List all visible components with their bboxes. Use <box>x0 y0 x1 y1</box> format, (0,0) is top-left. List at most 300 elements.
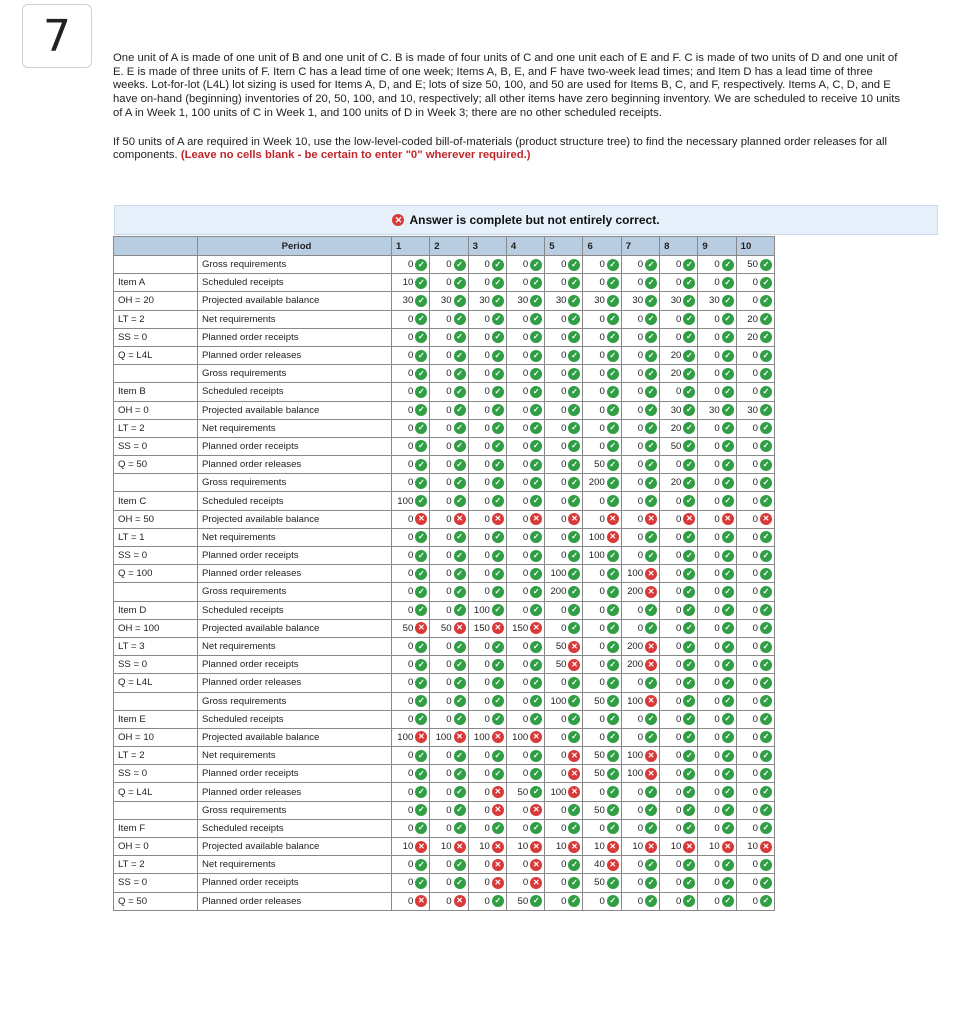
answer-cell[interactable] <box>545 656 583 674</box>
answer-cell[interactable] <box>506 783 544 801</box>
answer-cell[interactable] <box>506 346 544 364</box>
answer-cell[interactable] <box>430 274 468 292</box>
answer-cell[interactable] <box>736 365 774 383</box>
answer-cell[interactable] <box>468 874 506 892</box>
answer-cell[interactable] <box>736 328 774 346</box>
answer-cell[interactable] <box>698 256 736 274</box>
answer-cell[interactable] <box>660 365 698 383</box>
answer-cell[interactable] <box>392 492 430 510</box>
answer-cell[interactable] <box>468 437 506 455</box>
answer-cell[interactable] <box>468 328 506 346</box>
answer-cell[interactable] <box>736 528 774 546</box>
answer-cell[interactable] <box>660 819 698 837</box>
answer-cell[interactable] <box>736 874 774 892</box>
answer-cell[interactable] <box>698 710 736 728</box>
answer-cell[interactable] <box>698 801 736 819</box>
answer-cell[interactable] <box>392 565 430 583</box>
answer-cell[interactable] <box>430 310 468 328</box>
answer-cell[interactable] <box>698 292 736 310</box>
answer-cell[interactable] <box>468 310 506 328</box>
answer-cell[interactable] <box>621 328 659 346</box>
answer-cell[interactable] <box>736 801 774 819</box>
answer-cell[interactable] <box>545 619 583 637</box>
answer-cell[interactable] <box>545 510 583 528</box>
answer-cell[interactable] <box>545 783 583 801</box>
answer-cell[interactable] <box>660 583 698 601</box>
answer-cell[interactable] <box>583 346 621 364</box>
answer-cell[interactable] <box>392 419 430 437</box>
answer-cell[interactable] <box>621 310 659 328</box>
answer-cell[interactable] <box>698 583 736 601</box>
answer-cell[interactable] <box>392 365 430 383</box>
answer-cell[interactable] <box>506 765 544 783</box>
answer-cell[interactable] <box>736 819 774 837</box>
answer-cell[interactable] <box>736 419 774 437</box>
answer-cell[interactable] <box>660 892 698 910</box>
answer-cell[interactable] <box>736 437 774 455</box>
answer-cell[interactable] <box>698 565 736 583</box>
answer-cell[interactable] <box>506 565 544 583</box>
answer-cell[interactable] <box>583 692 621 710</box>
answer-cell[interactable] <box>506 747 544 765</box>
answer-cell[interactable] <box>736 510 774 528</box>
answer-cell[interactable] <box>660 492 698 510</box>
answer-cell[interactable] <box>506 874 544 892</box>
answer-cell[interactable] <box>392 292 430 310</box>
answer-cell[interactable] <box>660 747 698 765</box>
answer-cell[interactable] <box>430 419 468 437</box>
answer-cell[interactable] <box>621 274 659 292</box>
answer-cell[interactable] <box>506 819 544 837</box>
answer-cell[interactable] <box>506 801 544 819</box>
answer-cell[interactable] <box>392 674 430 692</box>
answer-cell[interactable] <box>621 874 659 892</box>
answer-cell[interactable] <box>698 492 736 510</box>
answer-cell[interactable] <box>506 619 544 637</box>
answer-cell[interactable] <box>736 292 774 310</box>
answer-cell[interactable] <box>736 892 774 910</box>
answer-cell[interactable] <box>736 783 774 801</box>
answer-cell[interactable] <box>660 710 698 728</box>
answer-cell[interactable] <box>660 528 698 546</box>
answer-cell[interactable] <box>583 292 621 310</box>
answer-cell[interactable] <box>506 674 544 692</box>
answer-cell[interactable] <box>660 310 698 328</box>
answer-cell[interactable] <box>430 346 468 364</box>
answer-cell[interactable] <box>506 365 544 383</box>
answer-cell[interactable] <box>698 310 736 328</box>
answer-cell[interactable] <box>583 728 621 746</box>
answer-cell[interactable] <box>506 838 544 856</box>
answer-cell[interactable] <box>545 328 583 346</box>
answer-cell[interactable] <box>392 710 430 728</box>
answer-cell[interactable] <box>660 292 698 310</box>
answer-cell[interactable] <box>392 547 430 565</box>
answer-cell[interactable] <box>506 274 544 292</box>
answer-cell[interactable] <box>583 838 621 856</box>
answer-cell[interactable] <box>583 492 621 510</box>
answer-cell[interactable] <box>698 547 736 565</box>
answer-cell[interactable] <box>660 601 698 619</box>
answer-cell[interactable] <box>430 510 468 528</box>
answer-cell[interactable] <box>660 783 698 801</box>
answer-cell[interactable] <box>698 656 736 674</box>
answer-cell[interactable] <box>736 474 774 492</box>
answer-cell[interactable] <box>545 583 583 601</box>
answer-cell[interactable] <box>545 838 583 856</box>
answer-cell[interactable] <box>621 365 659 383</box>
answer-cell[interactable] <box>506 256 544 274</box>
answer-cell[interactable] <box>583 419 621 437</box>
answer-cell[interactable] <box>468 619 506 637</box>
answer-cell[interactable] <box>583 437 621 455</box>
answer-cell[interactable] <box>545 492 583 510</box>
answer-cell[interactable] <box>583 256 621 274</box>
answer-cell[interactable] <box>506 292 544 310</box>
answer-cell[interactable] <box>660 619 698 637</box>
answer-cell[interactable] <box>506 692 544 710</box>
answer-cell[interactable] <box>698 838 736 856</box>
answer-cell[interactable] <box>621 346 659 364</box>
answer-cell[interactable] <box>506 892 544 910</box>
answer-cell[interactable] <box>698 692 736 710</box>
answer-cell[interactable] <box>583 310 621 328</box>
answer-cell[interactable] <box>698 437 736 455</box>
answer-cell[interactable] <box>621 547 659 565</box>
answer-cell[interactable] <box>736 547 774 565</box>
answer-cell[interactable] <box>468 401 506 419</box>
answer-cell[interactable] <box>468 856 506 874</box>
answer-cell[interactable] <box>545 383 583 401</box>
answer-cell[interactable] <box>621 256 659 274</box>
answer-cell[interactable] <box>468 456 506 474</box>
answer-cell[interactable] <box>583 765 621 783</box>
answer-cell[interactable] <box>392 765 430 783</box>
answer-cell[interactable] <box>583 365 621 383</box>
answer-cell[interactable] <box>583 510 621 528</box>
answer-cell[interactable] <box>583 710 621 728</box>
answer-cell[interactable] <box>583 601 621 619</box>
answer-cell[interactable] <box>392 383 430 401</box>
answer-cell[interactable] <box>506 510 544 528</box>
answer-cell[interactable] <box>430 601 468 619</box>
answer-cell[interactable] <box>736 274 774 292</box>
answer-cell[interactable] <box>621 619 659 637</box>
answer-cell[interactable] <box>621 728 659 746</box>
answer-cell[interactable] <box>583 383 621 401</box>
answer-cell[interactable] <box>583 874 621 892</box>
answer-cell[interactable] <box>392 510 430 528</box>
answer-cell[interactable] <box>736 656 774 674</box>
answer-cell[interactable] <box>392 256 430 274</box>
answer-cell[interactable] <box>621 765 659 783</box>
answer-cell[interactable] <box>430 728 468 746</box>
answer-cell[interactable] <box>468 674 506 692</box>
answer-cell[interactable] <box>545 765 583 783</box>
answer-cell[interactable] <box>621 692 659 710</box>
answer-cell[interactable] <box>506 437 544 455</box>
answer-cell[interactable] <box>392 747 430 765</box>
answer-cell[interactable] <box>468 637 506 655</box>
answer-cell[interactable] <box>430 637 468 655</box>
answer-cell[interactable] <box>660 674 698 692</box>
answer-cell[interactable] <box>545 474 583 492</box>
answer-cell[interactable] <box>468 583 506 601</box>
answer-cell[interactable] <box>545 456 583 474</box>
answer-cell[interactable] <box>660 437 698 455</box>
answer-cell[interactable] <box>392 874 430 892</box>
answer-cell[interactable] <box>468 419 506 437</box>
answer-cell[interactable] <box>506 856 544 874</box>
answer-cell[interactable] <box>660 874 698 892</box>
answer-cell[interactable] <box>506 656 544 674</box>
answer-cell[interactable] <box>468 838 506 856</box>
answer-cell[interactable] <box>392 310 430 328</box>
answer-cell[interactable] <box>506 328 544 346</box>
answer-cell[interactable] <box>660 474 698 492</box>
answer-cell[interactable] <box>430 819 468 837</box>
answer-cell[interactable] <box>506 383 544 401</box>
answer-cell[interactable] <box>583 801 621 819</box>
answer-cell[interactable] <box>506 456 544 474</box>
answer-cell[interactable] <box>392 401 430 419</box>
answer-cell[interactable] <box>392 801 430 819</box>
answer-cell[interactable] <box>506 710 544 728</box>
answer-cell[interactable] <box>430 328 468 346</box>
answer-cell[interactable] <box>545 419 583 437</box>
answer-cell[interactable] <box>698 856 736 874</box>
answer-cell[interactable] <box>545 801 583 819</box>
answer-cell[interactable] <box>660 801 698 819</box>
answer-cell[interactable] <box>660 456 698 474</box>
answer-cell[interactable] <box>660 728 698 746</box>
answer-cell[interactable] <box>621 492 659 510</box>
answer-cell[interactable] <box>392 656 430 674</box>
answer-cell[interactable] <box>468 528 506 546</box>
answer-cell[interactable] <box>545 292 583 310</box>
answer-cell[interactable] <box>468 801 506 819</box>
answer-cell[interactable] <box>698 274 736 292</box>
answer-cell[interactable] <box>583 456 621 474</box>
answer-cell[interactable] <box>736 692 774 710</box>
answer-cell[interactable] <box>736 256 774 274</box>
answer-cell[interactable] <box>698 728 736 746</box>
answer-cell[interactable] <box>545 437 583 455</box>
answer-cell[interactable] <box>660 510 698 528</box>
answer-cell[interactable] <box>621 656 659 674</box>
answer-cell[interactable] <box>430 365 468 383</box>
answer-cell[interactable] <box>545 892 583 910</box>
answer-cell[interactable] <box>430 565 468 583</box>
answer-cell[interactable] <box>621 801 659 819</box>
answer-cell[interactable] <box>698 510 736 528</box>
answer-cell[interactable] <box>392 474 430 492</box>
answer-cell[interactable] <box>506 401 544 419</box>
answer-cell[interactable] <box>430 619 468 637</box>
answer-cell[interactable] <box>468 274 506 292</box>
answer-cell[interactable] <box>698 747 736 765</box>
answer-cell[interactable] <box>392 619 430 637</box>
answer-cell[interactable] <box>430 656 468 674</box>
answer-cell[interactable] <box>545 346 583 364</box>
answer-cell[interactable] <box>392 528 430 546</box>
answer-cell[interactable] <box>506 492 544 510</box>
answer-cell[interactable] <box>468 710 506 728</box>
answer-cell[interactable] <box>430 256 468 274</box>
answer-cell[interactable] <box>506 601 544 619</box>
answer-cell[interactable] <box>583 401 621 419</box>
answer-cell[interactable] <box>736 346 774 364</box>
answer-cell[interactable] <box>583 819 621 837</box>
answer-cell[interactable] <box>736 728 774 746</box>
answer-cell[interactable] <box>583 747 621 765</box>
answer-cell[interactable] <box>468 783 506 801</box>
answer-cell[interactable] <box>698 328 736 346</box>
answer-cell[interactable] <box>468 892 506 910</box>
answer-cell[interactable] <box>506 528 544 546</box>
answer-cell[interactable] <box>506 728 544 746</box>
answer-cell[interactable] <box>430 692 468 710</box>
answer-cell[interactable] <box>392 838 430 856</box>
answer-cell[interactable] <box>545 401 583 419</box>
answer-cell[interactable] <box>698 401 736 419</box>
answer-cell[interactable] <box>468 765 506 783</box>
answer-cell[interactable] <box>621 838 659 856</box>
answer-cell[interactable] <box>583 856 621 874</box>
answer-cell[interactable] <box>392 456 430 474</box>
answer-cell[interactable] <box>736 674 774 692</box>
answer-cell[interactable] <box>545 601 583 619</box>
answer-cell[interactable] <box>621 583 659 601</box>
answer-cell[interactable] <box>468 747 506 765</box>
answer-cell[interactable] <box>392 274 430 292</box>
answer-cell[interactable] <box>430 801 468 819</box>
answer-cell[interactable] <box>545 565 583 583</box>
answer-cell[interactable] <box>430 474 468 492</box>
answer-cell[interactable] <box>621 437 659 455</box>
answer-cell[interactable] <box>506 310 544 328</box>
answer-cell[interactable] <box>392 583 430 601</box>
answer-cell[interactable] <box>545 365 583 383</box>
answer-cell[interactable] <box>621 401 659 419</box>
answer-cell[interactable] <box>392 601 430 619</box>
answer-cell[interactable] <box>660 547 698 565</box>
answer-cell[interactable] <box>430 292 468 310</box>
answer-cell[interactable] <box>736 747 774 765</box>
answer-cell[interactable] <box>506 474 544 492</box>
answer-cell[interactable] <box>430 765 468 783</box>
answer-cell[interactable] <box>468 474 506 492</box>
answer-cell[interactable] <box>468 292 506 310</box>
answer-cell[interactable] <box>468 692 506 710</box>
answer-cell[interactable] <box>583 619 621 637</box>
answer-cell[interactable] <box>621 710 659 728</box>
answer-cell[interactable] <box>583 274 621 292</box>
answer-cell[interactable] <box>468 601 506 619</box>
answer-cell[interactable] <box>430 892 468 910</box>
answer-cell[interactable] <box>736 856 774 874</box>
answer-cell[interactable] <box>430 583 468 601</box>
answer-cell[interactable] <box>621 565 659 583</box>
answer-cell[interactable] <box>621 601 659 619</box>
answer-cell[interactable] <box>468 492 506 510</box>
answer-cell[interactable] <box>392 328 430 346</box>
answer-cell[interactable] <box>736 710 774 728</box>
answer-cell[interactable] <box>698 892 736 910</box>
answer-cell[interactable] <box>698 783 736 801</box>
answer-cell[interactable] <box>621 292 659 310</box>
answer-cell[interactable] <box>583 656 621 674</box>
answer-cell[interactable] <box>660 383 698 401</box>
answer-cell[interactable] <box>583 547 621 565</box>
answer-cell[interactable] <box>545 274 583 292</box>
answer-cell[interactable] <box>545 547 583 565</box>
answer-cell[interactable] <box>583 674 621 692</box>
answer-cell[interactable] <box>736 565 774 583</box>
answer-cell[interactable] <box>736 383 774 401</box>
answer-cell[interactable] <box>698 637 736 655</box>
answer-cell[interactable] <box>660 274 698 292</box>
answer-cell[interactable] <box>392 346 430 364</box>
answer-cell[interactable] <box>545 528 583 546</box>
answer-cell[interactable] <box>698 346 736 364</box>
answer-cell[interactable] <box>506 583 544 601</box>
answer-cell[interactable] <box>468 510 506 528</box>
answer-cell[interactable] <box>468 365 506 383</box>
answer-cell[interactable] <box>736 583 774 601</box>
answer-cell[interactable] <box>545 874 583 892</box>
answer-cell[interactable] <box>392 856 430 874</box>
answer-cell[interactable] <box>468 256 506 274</box>
answer-cell[interactable] <box>468 656 506 674</box>
answer-cell[interactable] <box>430 492 468 510</box>
answer-cell[interactable] <box>660 838 698 856</box>
answer-cell[interactable] <box>698 601 736 619</box>
answer-cell[interactable] <box>392 819 430 837</box>
answer-cell[interactable] <box>545 637 583 655</box>
answer-cell[interactable] <box>468 565 506 583</box>
answer-cell[interactable] <box>545 819 583 837</box>
answer-cell[interactable] <box>430 547 468 565</box>
answer-cell[interactable] <box>430 437 468 455</box>
answer-cell[interactable] <box>660 856 698 874</box>
answer-cell[interactable] <box>583 892 621 910</box>
answer-cell[interactable] <box>468 346 506 364</box>
answer-cell[interactable] <box>698 528 736 546</box>
answer-cell[interactable] <box>621 419 659 437</box>
answer-cell[interactable] <box>660 692 698 710</box>
answer-cell[interactable] <box>621 783 659 801</box>
answer-cell[interactable] <box>736 619 774 637</box>
answer-cell[interactable] <box>736 765 774 783</box>
answer-cell[interactable] <box>545 856 583 874</box>
answer-cell[interactable] <box>430 674 468 692</box>
answer-cell[interactable] <box>698 474 736 492</box>
answer-cell[interactable] <box>660 565 698 583</box>
answer-cell[interactable] <box>736 456 774 474</box>
answer-cell[interactable] <box>583 528 621 546</box>
answer-cell[interactable] <box>430 838 468 856</box>
answer-cell[interactable] <box>698 419 736 437</box>
answer-cell[interactable] <box>430 874 468 892</box>
answer-cell[interactable] <box>621 856 659 874</box>
answer-cell[interactable] <box>430 710 468 728</box>
answer-cell[interactable] <box>430 401 468 419</box>
answer-cell[interactable] <box>545 674 583 692</box>
answer-cell[interactable] <box>698 674 736 692</box>
answer-cell[interactable] <box>621 674 659 692</box>
answer-cell[interactable] <box>621 747 659 765</box>
